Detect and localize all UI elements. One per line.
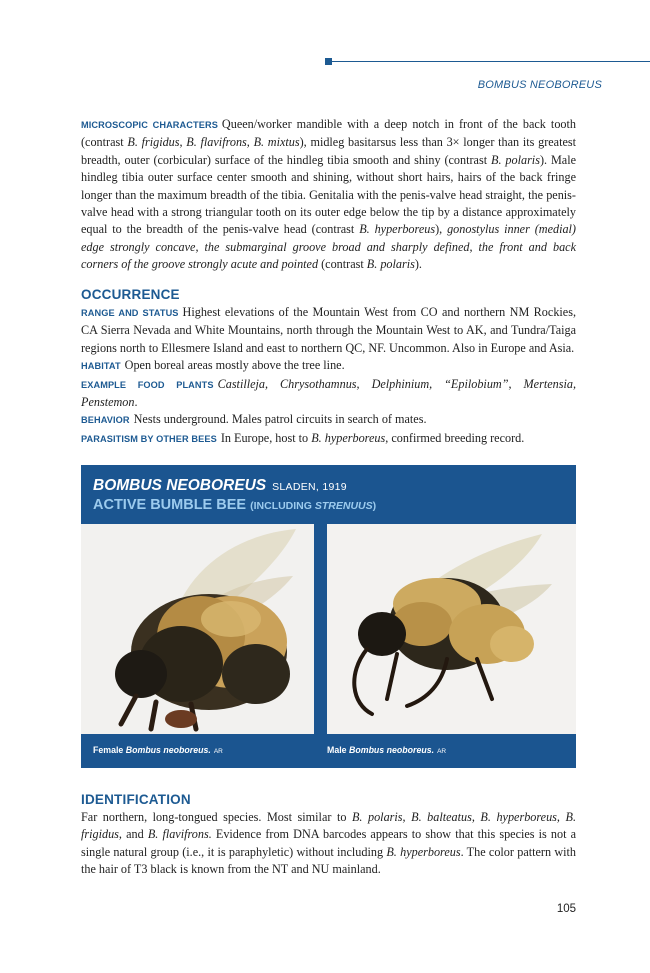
- habitat-paragraph: [81, 357, 576, 375]
- male-bee-illustration: [327, 524, 576, 734]
- italic-run: B. polaris: [491, 152, 540, 167]
- habitat-lead: HABITAT: [81, 361, 121, 372]
- text-run: (contrast: [318, 257, 367, 272]
- female-bee-illustration: [81, 524, 314, 734]
- behavior-text: Nests underground. Males patrol circuits in search of mates.: [133, 412, 427, 427]
- microscopic-lead: MICROSCOPIC CHARACTERS: [81, 120, 218, 130]
- text-run: In Europe, host to: [220, 430, 312, 445]
- species-plate: [81, 465, 576, 768]
- plate-title: [93, 477, 347, 495]
- text-run: ): [372, 500, 377, 512]
- including-note: [250, 500, 376, 512]
- behavior-lead: BEHAVIOR: [81, 415, 130, 426]
- text-run: ).: [414, 257, 422, 272]
- parasitism-paragraph: [81, 430, 576, 448]
- italic-run: Bombus neoboreus.: [125, 745, 211, 755]
- italic-run: B. hyperboreus: [311, 430, 386, 445]
- running-head: BOMBUS NEOBOREUS: [477, 79, 602, 91]
- italic-run: B. polaris: [366, 257, 415, 272]
- text-run: Queen/worker mandible with a deep notch in front of the back tooth (contrast: [81, 117, 576, 150]
- microscopic-paragraph: [81, 116, 576, 274]
- food-plants-text: Castilleja, Chrysothamnus, Delphinium, “Epilobium”, Mertensia, Penstemon: [81, 376, 576, 410]
- plate-species-name: BOMBUS NEOBOREUS: [93, 477, 267, 494]
- text-run: ),: [435, 222, 448, 237]
- text-run: Far northern, long-tongued species. Most similar to: [81, 810, 352, 824]
- text-run: and: [121, 827, 148, 842]
- male-bee-photo: [327, 524, 576, 734]
- italic-run: B. hyperboreus: [359, 222, 436, 237]
- occurrence-heading: OCCURRENCE: [81, 287, 180, 302]
- italic-run: B. hyperboreus: [386, 844, 461, 859]
- identification-paragraph: [81, 809, 576, 879]
- female-caption: [93, 745, 223, 755]
- italic-run: STRENUUS: [314, 500, 373, 512]
- behavior-paragraph: [81, 411, 576, 429]
- italic-run: Bombus neoboreus.: [349, 745, 435, 755]
- italic-run: B. polaris, B. balteatus, B. hyperboreus, B. frigidus,: [81, 810, 576, 842]
- habitat-text: Open boreal areas mostly above the tree line.: [124, 358, 345, 373]
- plate-common-name: [93, 497, 376, 513]
- food-plants-lead: EXAMPLE FOOD PLANTS: [81, 379, 214, 390]
- italic-run: gonostylus inner (medial) edge strongly concave, the submarginal groove broad and sharply defined, the front and back corners of the groove strongly acute and pointed: [81, 222, 576, 272]
- italic-run: B. frigidus, B. flavifrons, B. mixtus: [127, 135, 300, 150]
- occurrence-section: [81, 287, 576, 448]
- male-caption: [327, 745, 446, 755]
- common-name: ACTIVE BUMBLE BEE: [93, 497, 247, 513]
- italic-run: B. flavifrons.: [147, 827, 212, 842]
- range-paragraph: [81, 304, 576, 357]
- text-run: ), midleg basitarsus less than 3× longer than its greatest breadth, outer (corbicular) surface of the hindleg tibia smooth and shiny (contrast: [81, 135, 576, 167]
- text-run: ). Male hindleg tibia outer surface center smooth and shining, without short hairs, hairs of the back fringe longer than the maximum breadth of the tibia. Genitalia with the penis-valve head straight, the penis-valve head with a strong triangular tooth on its outer edge below the tip by a distance approximately equal to the breadth of the penis-valve head (contrast: [81, 152, 576, 237]
- identification-heading: IDENTIFICATION: [81, 792, 191, 807]
- text-run: Evidence from DNA barcodes appears to show that this species is not a single natural group (i.e., it is paraphyletic) without including: [81, 827, 576, 859]
- identification-section: [81, 792, 576, 879]
- food-plants-paragraph: [81, 376, 576, 412]
- text-run: Male: [327, 745, 350, 755]
- text-run: .: [134, 395, 138, 410]
- parasitism-lead: PARASITISM BY OTHER BEES: [81, 433, 217, 444]
- range-lead: RANGE AND STATUS: [81, 308, 179, 318]
- female-bee-photo: [81, 524, 314, 734]
- text-run: Female: [93, 745, 126, 755]
- photo-credit: AR: [213, 748, 223, 755]
- range-text: Highest elevations of the Mountain West from CO and northern NM Rockies, CA Sierra Nevada and White Mountains, north through the Mountain West to AK, and Tundra/Taiga regions north to Ellesmere Island and east to northern QC, NF. Uncommon. Also in Europe and Asia.: [81, 305, 576, 355]
- plate-author: SLADEN, 1919: [272, 481, 347, 493]
- microscopic-section: [81, 116, 576, 274]
- text-run: (INCLUDING: [250, 500, 315, 512]
- text-run: , confirmed breeding record.: [385, 430, 525, 445]
- text-run: . The color pattern with the hair of T3 black is known from the NT and NU mainland.: [81, 844, 577, 877]
- page-number: 105: [556, 903, 576, 915]
- photo-credit: AR: [437, 748, 447, 755]
- header-rule-line: [327, 61, 650, 62]
